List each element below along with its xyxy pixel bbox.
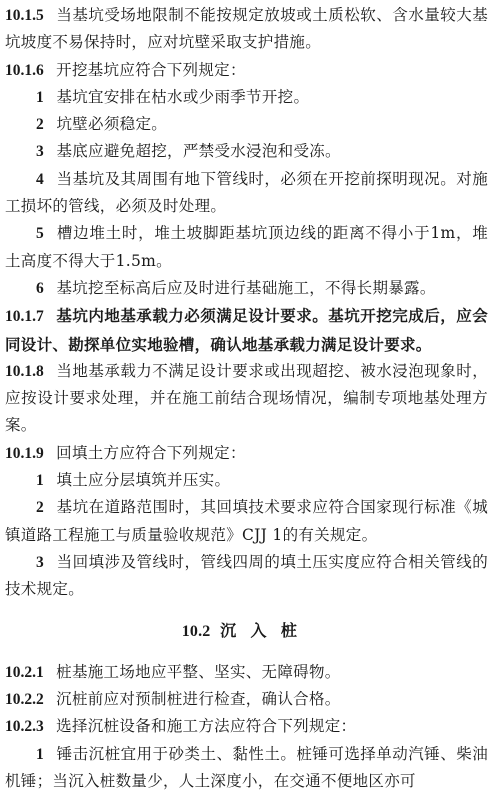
clause-10-1-6 (5, 57, 488, 84)
item-text: 槽边堆土时，堆土坡脚距基坑顶边线的距离不得小于1m，堆土高度不得大于1.5m。 (5, 224, 488, 270)
list-item (5, 111, 488, 138)
item-number: 1 (36, 472, 45, 490)
clause-10-2-3 (5, 713, 488, 740)
section-number: 10.2 (181, 622, 211, 640)
clause-text-mandatory: 基坑内地基承载力必须满足设计要求。基坑开挖完成后，应会同设计、勘探单位实地验槽，确认地基承载力满足设计要求。 (5, 306, 488, 354)
item-number: 3 (36, 553, 45, 571)
item-text: 坑壁必须稳定。 (56, 115, 168, 134)
list-item (5, 84, 488, 111)
item-text: 基坑挖至标高后应及时进行基础施工，不得长期暴露。 (56, 278, 436, 297)
clause-text: 回填土方应符合下列规定： (56, 443, 246, 462)
item-text: 基坑在道路范围时，其回填技术要求应符合国家现行标准《城镇道路工程施工与质量验收规范》CJJ 1的有关规定。 (5, 498, 488, 544)
item-text: 当基坑及其周围有地下管线时，必须在开挖前探明现况。对施工损坏的管线，必须及时处理。 (5, 169, 488, 216)
list-item (5, 494, 488, 549)
item-text: 填土应分层填筑并压实。 (56, 471, 231, 490)
list-item (5, 275, 488, 302)
clause-10-2-2 (5, 686, 488, 713)
clause-text: 当地基承载力不满足设计要求或出现超挖、被水浸泡现象时，应按设计要求处理，并在施工前结合现场情况，编制专项地基处理方案。 (5, 361, 488, 435)
item-number: 5 (36, 225, 45, 243)
clause-number: 10.1.6 (5, 61, 44, 79)
clause-number: 10.1.5 (5, 7, 44, 24)
section-heading (5, 617, 488, 645)
item-text: 基底应避免超挖，严禁受水浸泡和受冻。 (56, 142, 341, 161)
clause-number: 10.2.1 (5, 663, 44, 681)
item-text: 当回填涉及管线时，管线四周的填土压实度应符合相关管线的技术规定。 (5, 552, 488, 599)
clause-10-1-5 (5, 2, 488, 57)
item-number: 1 (36, 745, 45, 763)
clause-10-1-8 (5, 358, 488, 440)
item-text: 基坑宜安排在枯水或少雨季节开挖。 (56, 87, 310, 106)
item-number: 4 (36, 170, 45, 188)
clause-10-2-1 (5, 659, 488, 686)
clause-text: 当基坑受场地限制不能按规定放坡或土质松软、含水量较大基坑坡度不易保持时，应对坑壁采取支护措施。 (5, 6, 488, 52)
item-number: 1 (36, 88, 45, 106)
item-text: 锤击沉桩宜用于砂类土、黏性土。桩锤可选择单动汽锤、柴油机锤；当沉入桩数量少，人土深度小，在交通不便地区亦可 (5, 744, 488, 791)
clause-text: 开挖基坑应符合下列规定： (56, 60, 246, 79)
clause-10-1-7 (5, 302, 488, 358)
clause-text: 桩基施工场地应平整、坚实、无障碍物。 (56, 662, 341, 681)
item-number: 2 (36, 499, 45, 517)
clause-number: 10.1.7 (5, 308, 44, 326)
list-item (5, 138, 488, 165)
list-item (5, 549, 488, 604)
list-item (5, 741, 488, 795)
list-item (5, 166, 488, 221)
list-item (5, 467, 488, 494)
clause-10-1-9 (5, 440, 488, 467)
clause-number: 10.1.8 (5, 362, 44, 380)
clause-number: 10.2.3 (5, 718, 44, 736)
clause-text: 沉桩前应对预制桩进行检查，确认合格。 (56, 690, 341, 709)
item-number: 3 (36, 143, 45, 161)
clause-number: 10.1.9 (5, 444, 44, 462)
clause-number: 10.2.2 (5, 691, 44, 709)
list-item (5, 220, 488, 275)
item-number: 2 (36, 116, 45, 134)
item-number: 6 (36, 279, 45, 297)
section-title: 沉入桩 (220, 620, 312, 640)
clause-text: 选择沉桩设备和施工方法应符合下列规定： (56, 717, 357, 736)
